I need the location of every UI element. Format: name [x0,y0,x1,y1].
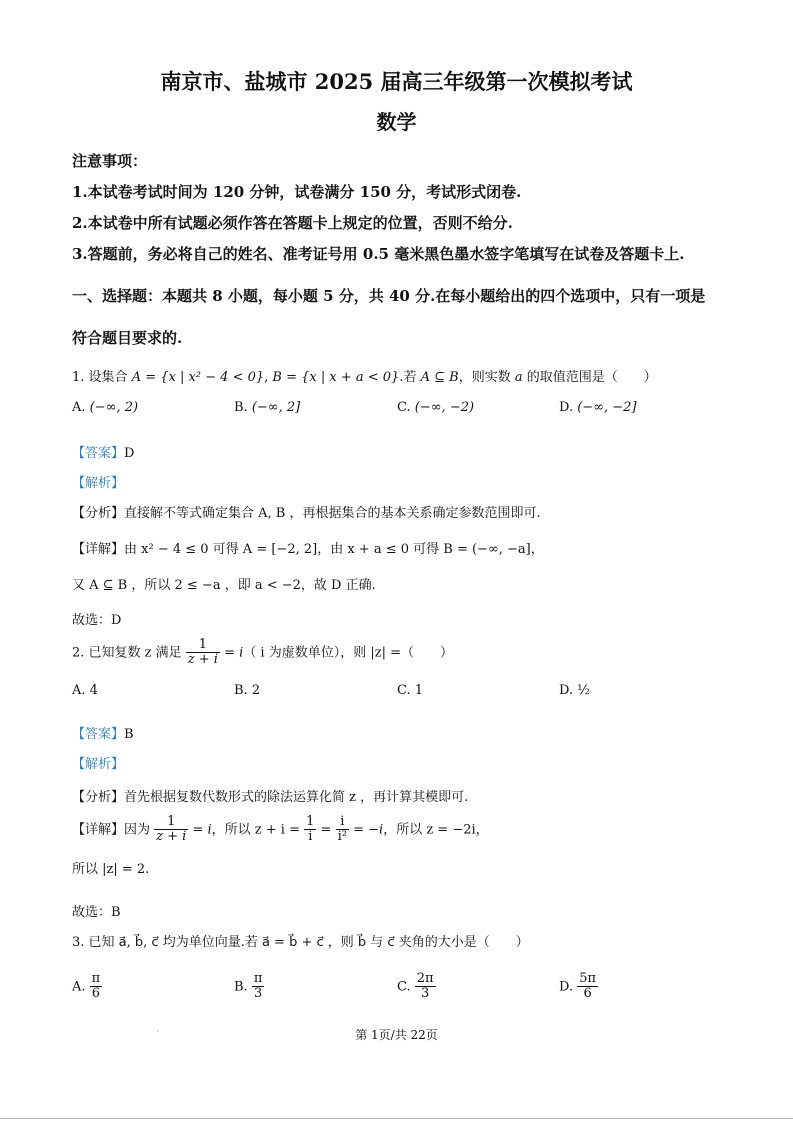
notice-item-1: 1.本试卷考试时间为 120 分钟，试卷满分 150 分，考试形式闭卷. [72,183,522,201]
notice-heading: 注意事项： [72,152,148,170]
q2-detail: 【详解】因为 $\frac{1}{z + i}$ = i，所以 z + i = $\frac{1}{i}$ = $\frac{i}{\text{i²}}$ = −i，所以 z = −2i， [72,814,489,845]
q3-option-a: A. $\frac{\pi}{6}$ [72,971,101,1002]
q1-analysis: 【分析】直接解不等式确定集合 A, B ，再根据集合的基本关系确定参数范围即可. [72,506,541,521]
q1-var: a [514,370,523,385]
q2-option-d: D. ½ [559,683,590,698]
q2-analysis-tag: 【解析】 [72,757,125,772]
exam-subject: 数学 [376,110,417,134]
q2-option-c: C. 1 [397,683,424,698]
q3-option-d: D. $\frac{5\pi}{6}$ [559,971,597,1002]
q2-answer: 【答案】B [72,727,134,742]
page-footer: 第 1页/共 22页 [355,1028,438,1042]
q3-stem: 3. 已知 a⃗, b⃗, c⃗ 均为单位向量.若 a⃗ = b⃗ + c⃗ ，则 b⃗ 与 c⃗ 夹角的大小是（ ） [72,935,529,950]
q1-set-b: B = {x | x + a < 0} [272,370,400,385]
notice-item-3: 3.答题前，务必将自己的姓名、准考证号用 0.5 毫米黑色墨水签字笔填写在试卷及答题卡上. [72,245,685,263]
q1-stem-mid: .若 [399,370,417,385]
q1-option-c: C. (−∞, −2) [397,400,475,415]
exam-title: 南京市、盐城市 2025 届高三年级第一次模拟考试 [160,69,633,94]
q1-conclusion: 故选：D [72,613,122,628]
q2-detail-2: 所以 |z| = 2. [72,862,150,877]
section-heading-line1: 一、选择题：本题共 8 小题，每小题 5 分，共 40 分.在每小题给出的四个选项中，只有一项是 [72,287,706,305]
q1-detail: 【详解】由 x² − 4 ≤ 0 可得 A = [−2, 2]，由 x + a ≤ 0 可得 B = (−∞, −a]， [72,542,544,557]
q2-stem: 2. 已知复数 z 满足 $\frac{1}{z + i}$ = i（ i 为虚数单位），则 |z| =（ ） [72,637,453,668]
q1-option-b: B. (−∞, 2] [234,400,301,415]
q1-relation: A ⊆ B [420,370,459,385]
q1-set-a: A = {x | x² − 4 < 0} [131,370,265,385]
q2-conclusion: 故选：B [72,905,121,920]
q2-fraction: $\frac{1}{z + i}$ [187,637,218,668]
q1-stem-suffix: ，则实数 [458,370,511,385]
q1-stem-end: 的取值范围是（ ） [526,370,657,385]
q1-detail-2: 又 A ⊆ B ，所以 2 ≤ −a ，即 a < −2，故 D 正确. [72,578,376,593]
q3-option-b: B. $\frac{\pi}{3}$ [234,971,263,1002]
q1-answer: 【答案】D [72,446,135,461]
page-bottom-border [0,1118,793,1119]
q1-option-d: D. (−∞, −2] [559,400,637,415]
q1-stem: 1. 设集合 A = {x | x² − 4 < 0}, B = {x | x + a < 0}.若 A ⊆ B，则实数 a 的取值范围是（ ） [72,370,657,385]
q2-option-a: A. 4 [72,683,98,698]
q1-option-a: A. (−∞, 2) [72,400,139,415]
q2-option-b: B. 2 [234,683,261,698]
q1-stem-prefix: 1. 设集合 [72,370,128,385]
notice-item-2: 2.本试卷中所有试题必须作答在答题卡上规定的位置，否则不给分. [72,214,513,232]
q1-analysis-tag: 【解析】 [72,476,125,491]
section-heading-line2: 符合题目要求的. [72,329,183,347]
q3-option-c: C. $\frac{2\pi}{3}$ [397,971,434,1002]
q2-analysis: 【分析】首先根据复数代数形式的除法运算化简 z ，再计算其模即可. [72,790,469,805]
